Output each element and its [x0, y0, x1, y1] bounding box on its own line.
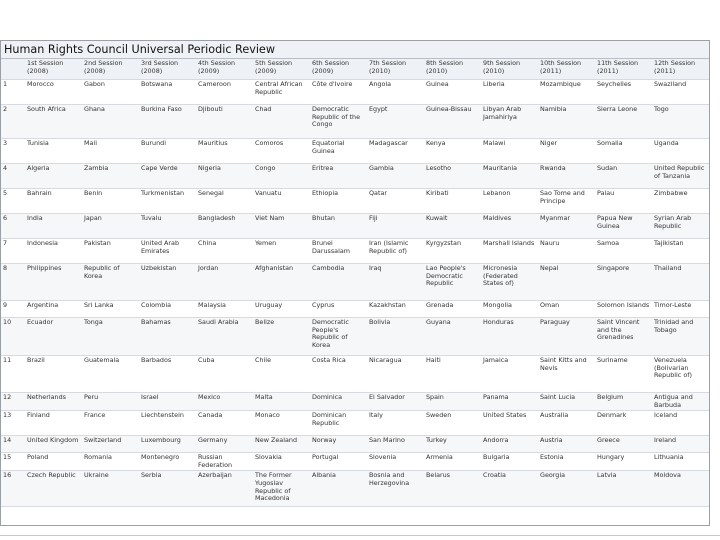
row-number-cell: 10: [1, 318, 25, 356]
table-row: [1, 411, 709, 436]
country-cell: Liechtenstein: [139, 411, 196, 436]
country-cell: Saudi Arabia: [196, 318, 253, 356]
country-cell: Burkina Faso: [139, 105, 196, 139]
country-cell: Iran (Islamic Republic of): [367, 239, 424, 264]
country-cell: Pakistan: [82, 239, 139, 264]
country-cell: Kuwait: [424, 214, 481, 239]
country-cell: Comoros: [253, 139, 310, 164]
country-cell: Egypt: [367, 105, 424, 139]
country-cell: Jamaica: [481, 356, 538, 393]
country-cell: Barbados: [139, 356, 196, 393]
country-cell: Ethiopia: [310, 189, 367, 214]
country-cell: Nigeria: [196, 164, 253, 189]
country-cell: Costa Rica: [310, 356, 367, 393]
country-cell: Mauritania: [481, 164, 538, 189]
country-cell: Morocco: [25, 80, 82, 105]
country-cell: Panama: [481, 393, 538, 411]
table-row: [1, 189, 709, 214]
country-cell: Slovakia: [253, 453, 310, 471]
country-cell: Suriname: [595, 356, 652, 393]
country-cell: Senegal: [196, 189, 253, 214]
country-cell: Netherlands: [25, 393, 82, 411]
country-cell: Namibia: [538, 105, 595, 139]
country-cell: Ghana: [82, 105, 139, 139]
country-cell: Austria: [538, 436, 595, 453]
country-cell: Cape Verde: [139, 164, 196, 189]
table-title: Human Rights Council Universal Periodic Review: [1, 41, 709, 59]
country-cell: Croatia: [481, 471, 538, 507]
country-cell: Russian Federation: [196, 453, 253, 471]
country-cell: Democratic Republic of the Congo: [310, 105, 367, 139]
country-cell: Uganda: [652, 139, 709, 164]
country-cell: Trinidad and Tobago: [652, 318, 709, 356]
country-cell: Botswana: [139, 80, 196, 105]
country-cell: Fiji: [367, 214, 424, 239]
country-cell: Bolivia: [367, 318, 424, 356]
country-cell: Rwanda: [538, 164, 595, 189]
table-row: [1, 393, 709, 411]
country-cell: Portugal: [310, 453, 367, 471]
country-cell: Norway: [310, 436, 367, 453]
country-cell: Equatorial Guinea: [310, 139, 367, 164]
country-cell: Togo: [652, 105, 709, 139]
country-cell: Thailand: [652, 264, 709, 301]
country-cell: Sao Tome and Principe: [538, 189, 595, 214]
country-cell: Armenia: [424, 453, 481, 471]
country-cell: Swaziland: [652, 80, 709, 105]
header-cell: 1st Session (2008): [25, 59, 82, 80]
country-cell: Republic of Korea: [82, 264, 139, 301]
country-cell: Guatemala: [82, 356, 139, 393]
country-cell: Yemen: [253, 239, 310, 264]
country-cell: Brazil: [25, 356, 82, 393]
country-cell: Gambia: [367, 164, 424, 189]
row-number-cell: 9: [1, 301, 25, 318]
country-cell: Canada: [196, 411, 253, 436]
country-cell: Estonia: [538, 453, 595, 471]
country-cell: Romania: [82, 453, 139, 471]
table-row: [1, 139, 709, 164]
country-cell: China: [196, 239, 253, 264]
country-cell: Nepal: [538, 264, 595, 301]
country-cell: Czech Republic: [25, 471, 82, 507]
country-cell: Marshall Islands: [481, 239, 538, 264]
header-cell: 8th Session (2010): [424, 59, 481, 80]
country-cell: Jordan: [196, 264, 253, 301]
country-cell: Paraguay: [538, 318, 595, 356]
country-cell: Tunisia: [25, 139, 82, 164]
country-cell: Uzbekistan: [139, 264, 196, 301]
header-cell: 10th Session (2011): [538, 59, 595, 80]
country-cell: Honduras: [481, 318, 538, 356]
country-cell: Tonga: [82, 318, 139, 356]
header-cell: 5th Session (2009): [253, 59, 310, 80]
country-cell: Indonesia: [25, 239, 82, 264]
country-cell: Micronesia (Federated States of): [481, 264, 538, 301]
country-cell: Viet Nam: [253, 214, 310, 239]
country-cell: Madagascar: [367, 139, 424, 164]
country-cell: United Kingdom: [25, 436, 82, 453]
country-cell: Monaco: [253, 411, 310, 436]
country-cell: Mexico: [196, 393, 253, 411]
country-cell: Bosnia and Herzegovina: [367, 471, 424, 507]
country-cell: Sweden: [424, 411, 481, 436]
country-cell: Antigua and Barbuda: [652, 393, 709, 411]
country-cell: Dominica: [310, 393, 367, 411]
country-cell: Myanmar: [538, 214, 595, 239]
row-number-cell: 14: [1, 436, 25, 453]
country-cell: Angola: [367, 80, 424, 105]
table-row: [1, 164, 709, 189]
country-cell: Kazakhstan: [367, 301, 424, 318]
country-cell: Poland: [25, 453, 82, 471]
row-number-cell: 6: [1, 214, 25, 239]
country-cell: United States: [481, 411, 538, 436]
country-cell: San Marino: [367, 436, 424, 453]
row-number-cell: 12: [1, 393, 25, 411]
country-cell: Mongolia: [481, 301, 538, 318]
header-cell: [1, 59, 25, 80]
country-cell: Malta: [253, 393, 310, 411]
row-number-cell: 3: [1, 139, 25, 164]
country-cell: Oman: [538, 301, 595, 318]
country-cell: Burundi: [139, 139, 196, 164]
country-cell: Israel: [139, 393, 196, 411]
country-cell: Ireland: [652, 436, 709, 453]
country-cell: Libyan Arab Jamahiriya: [481, 105, 538, 139]
country-cell: Guyana: [424, 318, 481, 356]
country-cell: Argentina: [25, 301, 82, 318]
country-cell: Somalia: [595, 139, 652, 164]
country-cell: Iceland: [652, 411, 709, 436]
country-cell: Mauritius: [196, 139, 253, 164]
country-cell: Maldives: [481, 214, 538, 239]
country-cell: Albania: [310, 471, 367, 507]
country-cell: Qatar: [367, 189, 424, 214]
country-cell: Papua New Guinea: [595, 214, 652, 239]
table-row: [1, 105, 709, 139]
country-cell: Brunei Darussalam: [310, 239, 367, 264]
country-cell: Montenegro: [139, 453, 196, 471]
country-cell: Kiribati: [424, 189, 481, 214]
country-cell: Liberia: [481, 80, 538, 105]
table-row: [1, 318, 709, 356]
header-row: [1, 59, 709, 80]
table-row: [1, 356, 709, 393]
country-cell: Democratic People's Republic of Korea: [310, 318, 367, 356]
country-cell: Kenya: [424, 139, 481, 164]
country-cell: El Salvador: [367, 393, 424, 411]
row-number-cell: 1: [1, 80, 25, 105]
country-cell: Cuba: [196, 356, 253, 393]
country-cell: Azerbaijan: [196, 471, 253, 507]
country-cell: Finland: [25, 411, 82, 436]
country-cell: Germany: [196, 436, 253, 453]
country-cell: Philippines: [25, 264, 82, 301]
country-cell: Turkmenistan: [139, 189, 196, 214]
table-row: [1, 239, 709, 264]
header-cell: 4th Session (2009): [196, 59, 253, 80]
country-cell: Palau: [595, 189, 652, 214]
country-cell: Afghanistan: [253, 264, 310, 301]
country-cell: Greece: [595, 436, 652, 453]
country-cell: Lithuania: [652, 453, 709, 471]
country-cell: Bahamas: [139, 318, 196, 356]
country-cell: Congo: [253, 164, 310, 189]
country-cell: Italy: [367, 411, 424, 436]
country-cell: Ukraine: [82, 471, 139, 507]
country-cell: Haiti: [424, 356, 481, 393]
header-cell: 3rd Session (2008): [139, 59, 196, 80]
table-row: [1, 214, 709, 239]
country-cell: Tuvalu: [139, 214, 196, 239]
country-cell: Japan: [82, 214, 139, 239]
header-cell: 2nd Session (2008): [82, 59, 139, 80]
country-cell: Cambodia: [310, 264, 367, 301]
country-cell: Syrian Arab Republic: [652, 214, 709, 239]
header-cell: 7th Session (2010): [367, 59, 424, 80]
country-cell: Sudan: [595, 164, 652, 189]
country-cell: Grenada: [424, 301, 481, 318]
country-cell: Turkey: [424, 436, 481, 453]
country-cell: Djibouti: [196, 105, 253, 139]
country-cell: United Republic of Tanzania: [652, 164, 709, 189]
row-number-cell: 11: [1, 356, 25, 393]
country-cell: Andorra: [481, 436, 538, 453]
country-cell: Belize: [253, 318, 310, 356]
country-cell: Chad: [253, 105, 310, 139]
country-cell: Belgium: [595, 393, 652, 411]
row-number-cell: 4: [1, 164, 25, 189]
country-cell: Saint Kitts and Nevis: [538, 356, 595, 393]
country-cell: Nicaragua: [367, 356, 424, 393]
country-cell: Ecuador: [25, 318, 82, 356]
country-cell: Guinea: [424, 80, 481, 105]
country-cell: Dominican Republic: [310, 411, 367, 436]
country-cell: Chile: [253, 356, 310, 393]
country-cell: Australia: [538, 411, 595, 436]
country-cell: Samoa: [595, 239, 652, 264]
session-table: [1, 59, 709, 507]
country-cell: Gabon: [82, 80, 139, 105]
country-cell: Tajikistan: [652, 239, 709, 264]
country-cell: Georgia: [538, 471, 595, 507]
row-number-cell: 8: [1, 264, 25, 301]
country-cell: Spain: [424, 393, 481, 411]
country-cell: Mozambique: [538, 80, 595, 105]
country-cell: Zambia: [82, 164, 139, 189]
country-cell: Niger: [538, 139, 595, 164]
country-cell: Slovenia: [367, 453, 424, 471]
country-cell: Solomon Islands: [595, 301, 652, 318]
country-cell: Latvia: [595, 471, 652, 507]
country-cell: Denmark: [595, 411, 652, 436]
table-row: [1, 436, 709, 453]
country-cell: Belarus: [424, 471, 481, 507]
country-cell: Bahrain: [25, 189, 82, 214]
table-row: [1, 301, 709, 318]
country-cell: Sri Lanka: [82, 301, 139, 318]
country-cell: Lao People's Democratic Republic: [424, 264, 481, 301]
bottom-divider: [0, 535, 720, 536]
header-cell: 9th Session (2010): [481, 59, 538, 80]
country-cell: Uruguay: [253, 301, 310, 318]
country-cell: Luxembourg: [139, 436, 196, 453]
country-cell: Malawi: [481, 139, 538, 164]
country-cell: Colombia: [139, 301, 196, 318]
country-cell: Cameroon: [196, 80, 253, 105]
table-row: [1, 264, 709, 301]
country-cell: France: [82, 411, 139, 436]
country-cell: Kyrgyzstan: [424, 239, 481, 264]
country-cell: Bulgaria: [481, 453, 538, 471]
country-cell: The Former Yugoslav Republic of Macedonia: [253, 471, 310, 507]
country-cell: Vanuatu: [253, 189, 310, 214]
table-row: [1, 471, 709, 507]
country-cell: Algeria: [25, 164, 82, 189]
country-cell: Cyprus: [310, 301, 367, 318]
country-cell: Venezuela (Bolivarian Republic of): [652, 356, 709, 393]
country-cell: Bhutan: [310, 214, 367, 239]
country-cell: Serbia: [139, 471, 196, 507]
country-cell: New Zealand: [253, 436, 310, 453]
country-cell: Central African Republic: [253, 80, 310, 105]
country-cell: Bangladesh: [196, 214, 253, 239]
country-cell: Malaysia: [196, 301, 253, 318]
country-cell: United Arab Emirates: [139, 239, 196, 264]
country-cell: Nauru: [538, 239, 595, 264]
table-row: [1, 453, 709, 471]
country-cell: Saint Lucia: [538, 393, 595, 411]
row-number-cell: 5: [1, 189, 25, 214]
country-cell: Switzerland: [82, 436, 139, 453]
country-cell: Seychelles: [595, 80, 652, 105]
country-cell: Eritrea: [310, 164, 367, 189]
row-number-cell: 7: [1, 239, 25, 264]
table-body: [1, 80, 709, 507]
upr-table-sheet: [0, 40, 710, 526]
country-cell: Benin: [82, 189, 139, 214]
country-cell: Guinea-Bissau: [424, 105, 481, 139]
table-row: [1, 80, 709, 105]
country-cell: Zimbabwe: [652, 189, 709, 214]
row-number-cell: 15: [1, 453, 25, 471]
country-cell: Lebanon: [481, 189, 538, 214]
country-cell: Côte d'Ivoire: [310, 80, 367, 105]
country-cell: Saint Vincent and the Grenadines: [595, 318, 652, 356]
header-cell: 12th Session (2011): [652, 59, 709, 80]
row-number-cell: 16: [1, 471, 25, 507]
country-cell: Mali: [82, 139, 139, 164]
country-cell: Sierra Leone: [595, 105, 652, 139]
country-cell: Peru: [82, 393, 139, 411]
header-cell: 6th Session (2009): [310, 59, 367, 80]
header-cell: 11th Session (2011): [595, 59, 652, 80]
row-number-cell: 2: [1, 105, 25, 139]
country-cell: Timor-Leste: [652, 301, 709, 318]
country-cell: Moldova: [652, 471, 709, 507]
country-cell: Iraq: [367, 264, 424, 301]
country-cell: Hungary: [595, 453, 652, 471]
row-number-cell: 13: [1, 411, 25, 436]
country-cell: Singapore: [595, 264, 652, 301]
country-cell: Lesotho: [424, 164, 481, 189]
country-cell: South Africa: [25, 105, 82, 139]
country-cell: India: [25, 214, 82, 239]
